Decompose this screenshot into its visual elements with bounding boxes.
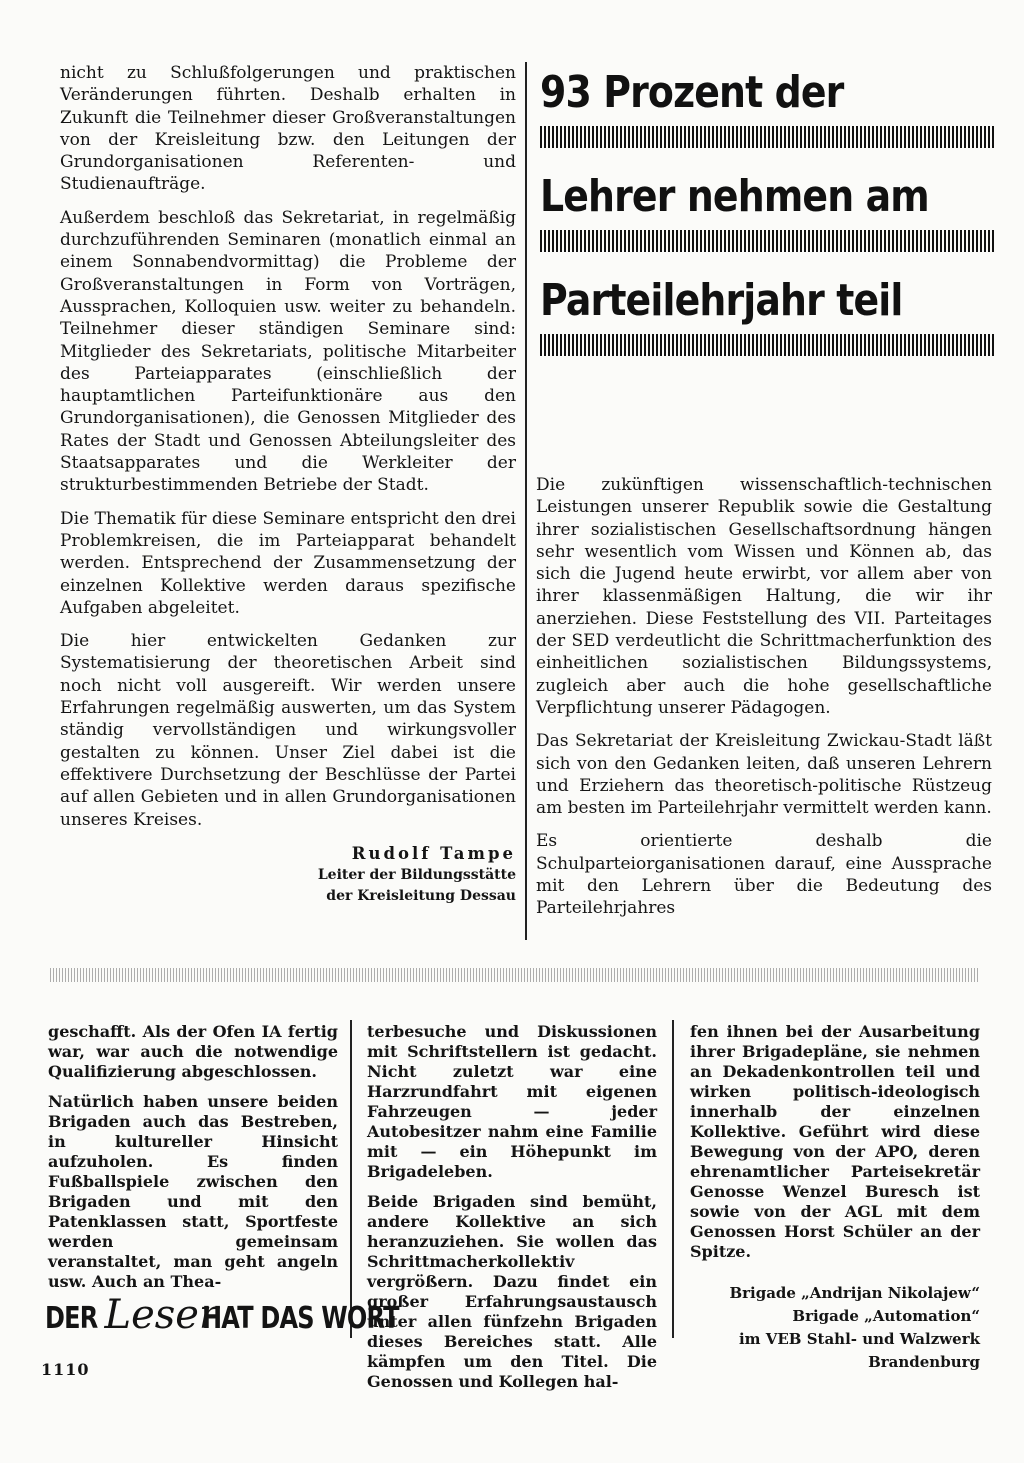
paragraph: Natürlich haben unsere beiden Brigaden auch das Bestreben, in kultureller Hinsicht aufzuholen. Es finden Fußballspiele zwischen den Brigaden und mit den Patenklassen statt, Sportfeste werden gemeinsam veranstaltet, man geht angeln usw. Auch an Thea- [48,1092,338,1291]
column-divider [350,1020,352,1338]
paragraph: geschafft. Als der Ofen IA fertig war, war auch die notwendige Qualifizierung abgeschlossen. [48,1022,338,1081]
paragraph: Das Sekretariat der Kreisleitung Zwickau-Stadt läßt sich von den Gedanken leiten, daß unseren Lehrern und Erziehern das theoretisch-politische Rüstzeug am besten im Parteilehrjahr vermittelt werden kann. [536,731,992,819]
page-number: 1110 [41,1360,90,1379]
paragraph: Außerdem beschloß das Sekretariat, in regelmäßig durchzuführenden Seminaren (monatlich einmal an einem Sonnabendvormittag) die Probleme der Großveranstaltungen in Form von Vorträgen, Aussprachen, Kolloquien usw. weiter zu behandeln. Teilnehmer dieser ständigen Seminare sind: Mitglieder des Sekretariats, politische Mitarbeiter des Parteiapparates (einschließlich der hauptamtlichen Parteifunktionäre aus den Grundorganisationen), die Genossen Mitglieder des Rates der Stadt und Genossen Abteilungsleiter des Staatsapparates und die Werkleiter der strukturbestimmenden Betriebe der Stadt. [60,207,516,496]
paragraph: Die hier entwickelten Gedanken zur Systematisierung der theoretischen Arbeit sind noch nicht voll ausgereift. Wir werden unsere Erfahrungen regelmäßig auswerten, um das System ständig vervollständigen und wirkungsvoller gestalten zu können. Unser Ziel dabei ist die effektivere Durchsetzung der Beschlüsse der Partei auf allen Gebieten und in allen Grundorganisationen unseres Kreises. [60,631,516,830]
bottom-column-3 [690,1022,980,1374]
signature-line: Brandenburg [868,1353,980,1371]
logo-text: DER [45,1301,98,1336]
column-divider [525,62,527,940]
headline-line: 93 Prozent der [540,67,844,118]
author-name: Rudolf Tampe [351,843,516,863]
author-role: der Kreisleitung Dessau [326,888,516,905]
signature-line: Brigade „Andrijan Nikolajew“ [729,1284,980,1302]
paragraph: fen ihnen bei der Ausarbeitung ihrer Brigadepläne, sie nehmen an Dekadenkontrollen teil und wirken politisch-ideologisch innerhalb der einzelnen Kollektive. Geführt wird diese Bewegung von der APO, deren ehrenamtlicher Parteisekretär Genosse Wenzel Buresch ist sowie von der AGL mit dem Genossen Horst Schüler an der Spitze. [690,1022,980,1261]
section-logo [45,1292,448,1338]
bottom-column-2 [367,1022,657,1402]
bottom-column-1 [48,1022,338,1302]
logo-text: HAT DAS WORT [202,1301,399,1336]
headline-rule [540,334,996,356]
left-article-column [60,62,516,907]
paragraph: nicht zu Schlußfolgerungen und praktischen Veränderungen führten. Deshalb erhalten in Zukunft die Teilnehmer dieser Großveranstaltungen von der Kreisleitung bzw. den Leitungen der Grundorganisationen Referenten- und Studienaufträge. [60,63,516,195]
right-article-column [536,474,992,931]
signature-line: Brigade „Automation“ [792,1307,980,1325]
headline-line: Lehrer nehmen am [540,171,929,222]
paragraph: Die Thematik für diese Seminare entspricht den drei Problemkreisen, die im Parteiapparat behandelt werden. Entsprechend der Zusammensetzung der einzelnen Kollektive werden daraus spezifische Aufgaben abgeleitet. [60,508,516,618]
paragraph: Die zukünftigen wissenschaftlich-technischen Leistungen unserer Republik sowie die Gestaltung ihrer sozialistischen Gesellschaftsordnung hängen sehr wesentlich vom Wissen und Können ab, das sich die Jugend heute erwirbt, vor allem aber von ihrer klassenmäßigen Haltung, die wir ihr anerziehen. Diese Feststellung des VII. Parteitages der SED verdeutlicht die Schrittmacherfunktion des einheitlichen sozialistischen Bildungssystems, zugleich aber auch die hohe gesellschaftliche Verpflichtung unserer Pädagogen. [536,475,992,718]
section-separator [50,968,980,982]
headline-rule [540,126,996,148]
paragraph: Es orientierte deshalb die Schulparteiorganisationen darauf, eine Aussprache mit den Lehrern über die Bedeutung des Parteilehrjahres [536,831,992,919]
signature-line: im VEB Stahl- und Walzwerk [738,1330,980,1348]
brigade-signature [690,1282,980,1374]
headline-line: Parteilehrjahr teil [540,275,903,326]
headline-rule [540,230,996,252]
logo-script-text: Leser [104,1292,219,1338]
paragraph: Beide Brigaden sind bemüht, andere Kollektive an sich heranzuziehen. Sie wollen das Schrittmacherkollektiv vergrößern. Dazu findet ein großer Erfahrungsaustausch unter allen fünfzehn Brigaden dieses Bereiches statt. Alle kämpfen um den Titel. Die Genossen und Kollegen hal- [367,1192,657,1391]
column-divider [672,1020,674,1338]
paragraph: terbesuche und Diskussionen mit Schriftstellern ist gedacht. Nicht zuletzt war eine Harzrundfahrt mit eigenen Fahrzeugen — jeder Autobesitzer nahm eine Familie mit — ein Höhepunkt im Brigadeleben. [367,1022,657,1181]
article-headline [540,62,996,374]
author-signature [60,843,516,907]
author-role: Leiter der Bildungsstätte [317,867,516,884]
